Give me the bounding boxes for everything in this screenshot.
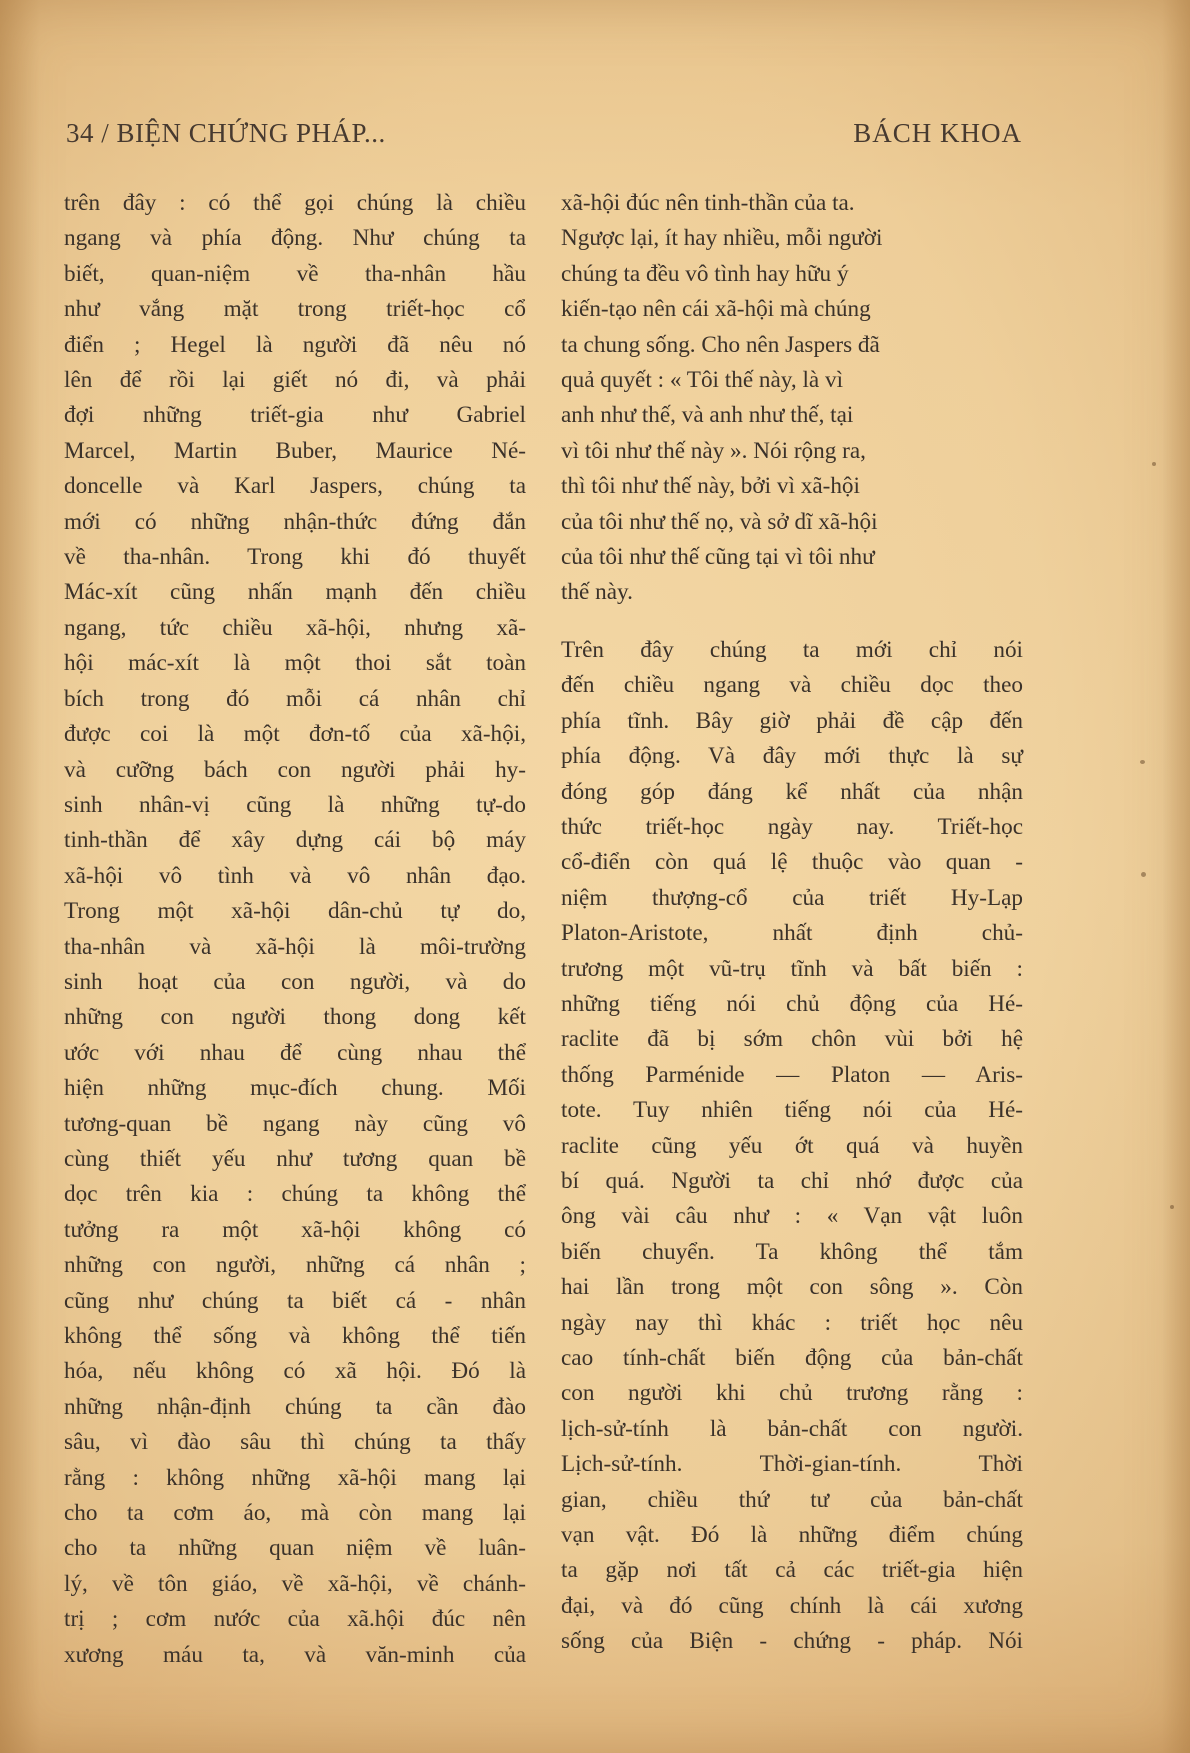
paper-speck (1141, 872, 1146, 877)
right-column-paragraph-2: Trên đây chúng ta mới chỉ nói đến chiều ngang và chiều dọc theo phía tĩnh. Bây giờ phải đề cập đến phía động. Và đây mới thực là sự đóng góp đáng kể nhất của nhận thức triết-học ngày nay. Triết-học cổ-điển còn quá lệ thuộc vào quan - niệm thượng-cổ của triết Hy-Lạp Platon-Aristote, nhất định chủ- trương một vũ-trụ tĩnh và bất biến : những tiếng nói chủ động của Hé- raclite đã bị sớm chôn vùi bởi hệ thống Parménide — Platon — Aris- tote. Tuy nhiên tiếng nói của Hé- raclite cũng yếu ớt quá và huyền bí quá. Người ta chỉ nhớ được của ông vài câu như : « Vạn vật luôn biến chuyển. Ta không thể tắm hai lần trong một con sông ». Còn ngày nay thì khác : triết học nêu cao tính-chất biến động của bản-chất con người khi chủ trương rằng : lịch-sử-tính là bản-chất con người. Lịch-sử-tính. Thời-gian-tính. Thời gian, chiều thứ tư của bản-chất vạn vật. Đó là những điểm chúng ta gặp nơi tất cả các triết-gia hiện đại, và đó cũng chính là cái xương sống của Biện - chứng - pháp. Nói (561, 636, 1023, 1655)
paper-speck (1140, 760, 1145, 764)
edge-shadow (1162, 0, 1190, 1753)
header-page-title: 34 / BIỆN CHỨNG PHÁP... (66, 118, 386, 148)
header-magazine-name: BÁCH KHOA (853, 118, 1022, 148)
paper-speck (1152, 462, 1156, 466)
running-header (66, 118, 1022, 158)
paper-speck (1170, 1205, 1174, 1209)
left-column-paragraph: trên đây : có thể gọi chúng là chiều ngang và phía động. Như chúng ta biết, quan-niệm về tha-nhân hầu như vắng mặt trong triết-học cổ điển ; Hegel là người đã nêu nó lên để rồi lại giết nó đi, và phải đợi những triết-gia như Gabriel Marcel, Martin Buber, Maurice Né- doncelle và Karl Jaspers, chúng ta mới có những nhận-thức đứng đắn về tha-nhân. Trong khi đó thuyết Mác-xít cũng nhấn mạnh đến chiều ngang, tức chiều xã-hội, nhưng xã- hội mác-xít là một thoi sắt toàn bích trong đó mỗi cá nhân chỉ được coi là một đơn-tố của xã-hội, và cưỡng bách con người phải hy- sinh nhân-vị cũng là những tự-do tinh-thần để xây dựng cái bộ máy xã-hội vô tình và vô nhân đạo. Trong một xã-hội dân-chủ tự do, tha-nhân và xã-hội là môi-trường sinh hoạt của con người, và do những con người thong dong kết ước với nhau để cùng nhau thể hiện những mục-đích chung. Mối tương-quan bề ngang này cũng vô cùng thiết yếu như tương quan bề dọc trên kia : chúng ta không thể tưởng ra một xã-hội không có những con người, những cá nhân ; cũng như chúng ta biết cá - nhân không thể sống và không thể tiến hóa, nếu không có xã hội. Đó là những nhận-định chúng ta cần đào sâu, vì đào sâu thì chúng ta thấy rằng : không những xã-hội mang lại cho ta cơm áo, mà còn mang lại cho ta những quan niệm về luân- lý, về tôn giáo, về xã-hội, về chánh- trị ; cơm nước của xã.hội đúc nên xương máu ta, và văn-minh của (64, 190, 526, 1668)
spine-shadow (0, 0, 40, 1753)
right-column-paragraph-1: xã-hội đúc nên tinh-thần của ta. Ngược lại, ít hay nhiều, mỗi người chúng ta đều vô tình hay hữu ý kiến-tạo nên cái xã-hội mà chúng ta chung sống. Cho nên Jaspers đã quả quyết : « Tôi thế này, là vì anh như thế, và anh như thế, tại vì tôi như thế này ». Nói rộng ra, thì tôi như thế này, bởi vì xã-hội của tôi như thế nọ, và sở dĩ xã-hội của tôi như thế cũng tại vì tôi như thế này. (561, 190, 883, 606)
right-text-column (561, 186, 1023, 1660)
left-text-column (64, 186, 526, 1673)
